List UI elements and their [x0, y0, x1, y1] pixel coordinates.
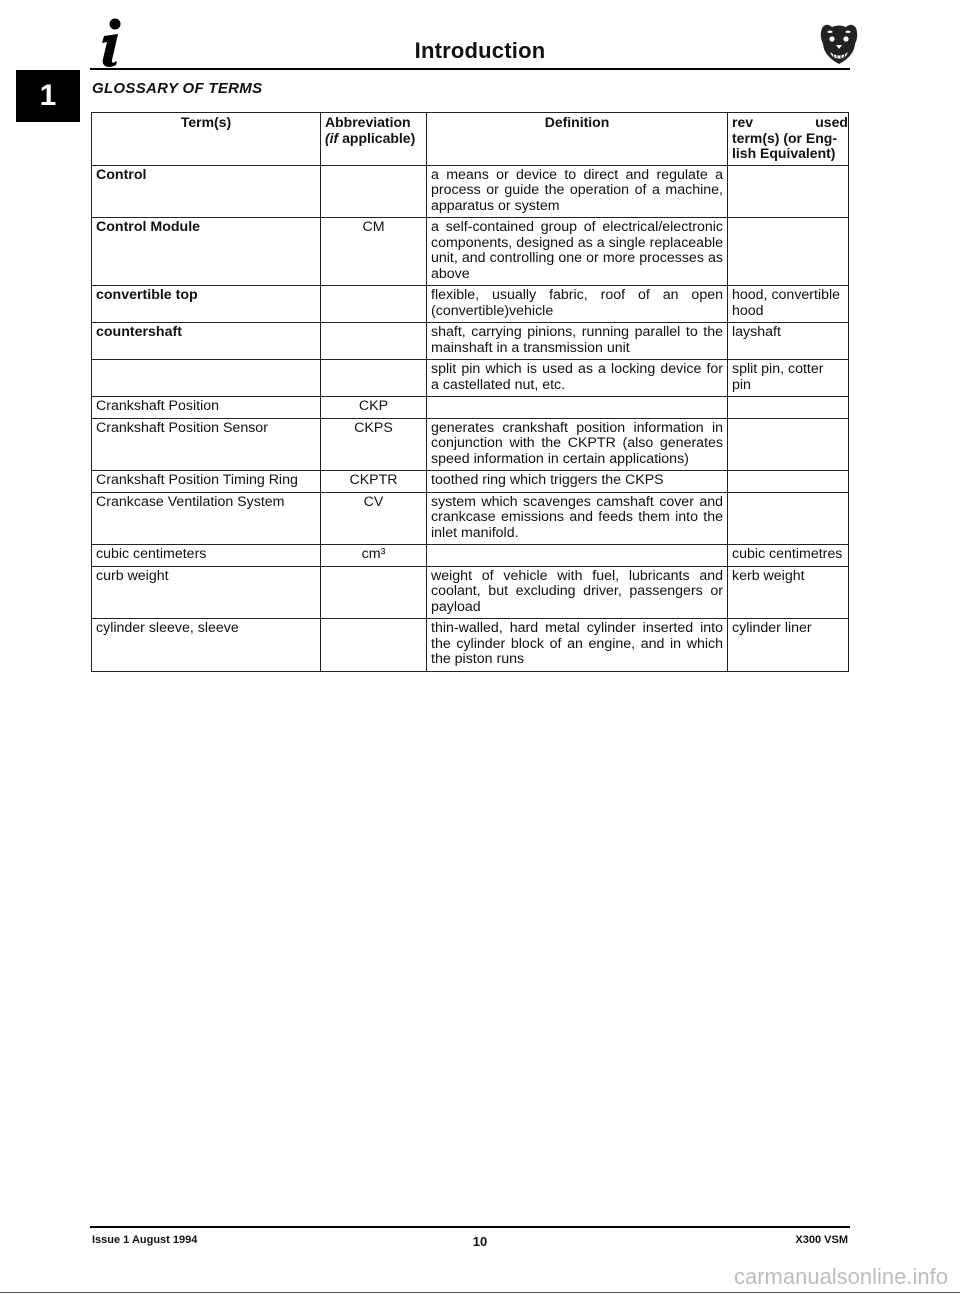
rev-used-cell: kerb weight: [728, 566, 849, 619]
table-row: [92, 218, 849, 286]
footer-issue: Issue 1 August 1994: [92, 1234, 198, 1246]
definition-cell: [427, 397, 728, 419]
header-abbreviation: [321, 113, 427, 166]
rev-used-cell: split pin, cotter pin: [728, 360, 849, 397]
term-cell: Crankcase Ventilation System: [92, 492, 321, 545]
definition-cell: thin-walled, hard metal cylinder inserted into the cylinder block of an engine, and in which the piston runs: [427, 619, 728, 672]
abbreviation-cell: [321, 619, 427, 672]
header-abbreviation-line2: applicable): [338, 129, 416, 146]
header-rev-used: [728, 113, 849, 166]
table-row: [92, 492, 849, 545]
definition-cell: shaft, carrying pinions, running parallel to the mainshaft in a transmission unit: [427, 323, 728, 360]
rev-used-cell: cylinder liner: [728, 619, 849, 672]
term-cell: countershaft: [92, 323, 321, 360]
definition-cell: weight of vehicle with fuel, lubricants and coolant, but excluding driver, passengers or payload: [427, 566, 728, 619]
section-title: GLOSSARY OF TERMS: [92, 80, 263, 97]
rev-used-cell: [728, 492, 849, 545]
term-cell: Control: [92, 165, 321, 218]
header-definition: Definition: [427, 113, 728, 166]
rev-used-cell: [728, 418, 849, 471]
term-cell: convertible top: [92, 286, 321, 323]
header-abbreviation-line1: Abbreviation: [325, 114, 411, 130]
page-number: 10: [472, 1234, 488, 1249]
definition-cell: [427, 545, 728, 567]
header-rev-line2: term(s) (or Eng-: [732, 129, 837, 146]
header-rule: [90, 68, 850, 70]
term-cell: Crankshaft Position: [92, 397, 321, 419]
table-header-row: [92, 113, 849, 166]
table-row: [92, 418, 849, 471]
definition-cell: split pin which is used as a locking device for a castellated nut, etc.: [427, 360, 728, 397]
table-row: [92, 545, 849, 567]
table-row: [92, 323, 849, 360]
definition-cell: a self-contained group of electrical/electronic components, designed as a single replaceable unit, and controlling one or more processes as above: [427, 218, 728, 286]
rev-used-cell: [728, 165, 849, 218]
rev-used-cell: [728, 397, 849, 419]
abbreviation-cell: cm³: [321, 545, 427, 567]
term-cell: Control Module: [92, 218, 321, 286]
term-cell: Crankshaft Position Timing Ring: [92, 471, 321, 493]
header-rev-line3: lish Equivalent): [732, 145, 836, 161]
table-row: [92, 619, 849, 672]
definition-cell: system which scavenges camshaft cover and crankcase emissions and feeds them into the inlet manifold.: [427, 492, 728, 545]
table-row: [92, 566, 849, 619]
abbreviation-cell: CM: [321, 218, 427, 286]
abbreviation-cell: [321, 566, 427, 619]
chapter-tab: 1: [16, 70, 80, 122]
abbreviation-cell: [321, 360, 427, 397]
watermark: carmanualsonline.info: [733, 1264, 948, 1289]
term-cell: curb weight: [92, 566, 321, 619]
footer-doc-id: X300 VSM: [795, 1234, 848, 1246]
definition-cell: flexible, usually fabric, roof of an open (convertible)vehicle: [427, 286, 728, 323]
table-row: [92, 286, 849, 323]
table-row: [92, 165, 849, 218]
term-cell: cubic centimeters: [92, 545, 321, 567]
table-row: [92, 360, 849, 397]
term-cell: Crankshaft Position Sensor: [92, 418, 321, 471]
header-term: Term(s): [92, 113, 321, 166]
watermark-rule: [0, 1292, 960, 1293]
abbreviation-cell: [321, 323, 427, 360]
term-cell: cylinder sleeve, sleeve: [92, 619, 321, 672]
table-row: [92, 397, 849, 419]
rev-used-cell: [728, 471, 849, 493]
abbreviation-cell: CKPS: [321, 418, 427, 471]
glossary-table: [91, 112, 849, 672]
rev-used-cell: cubic centimetres: [728, 545, 849, 567]
definition-cell: a means or device to direct and regulate a process or guide the operation of a machine, apparatus or system: [427, 165, 728, 218]
abbreviation-cell: [321, 165, 427, 218]
abbreviation-cell: CV: [321, 492, 427, 545]
term-cell: [92, 360, 321, 397]
abbreviation-cell: [321, 286, 427, 323]
glossary-body: [92, 165, 849, 671]
rev-used-cell: [728, 218, 849, 286]
definition-cell: generates crankshaft position information in conjunction with the CKPTR (also generates speed information in certain applications): [427, 418, 728, 471]
rev-used-cell: hood, convertible hood: [728, 286, 849, 323]
jaguar-logo: [818, 22, 860, 66]
abbreviation-cell: CKPTR: [321, 471, 427, 493]
abbreviation-cell: CKP: [321, 397, 427, 419]
header-rev-line1: rev used: [732, 114, 848, 130]
footer-rule: [90, 1226, 850, 1228]
table-row: [92, 471, 849, 493]
header-abbreviation-if: (if: [325, 129, 339, 146]
rev-used-cell: layshaft: [728, 323, 849, 360]
definition-cell: toothed ring which triggers the CKPS: [427, 471, 728, 493]
page-title: Introduction: [414, 38, 546, 63]
